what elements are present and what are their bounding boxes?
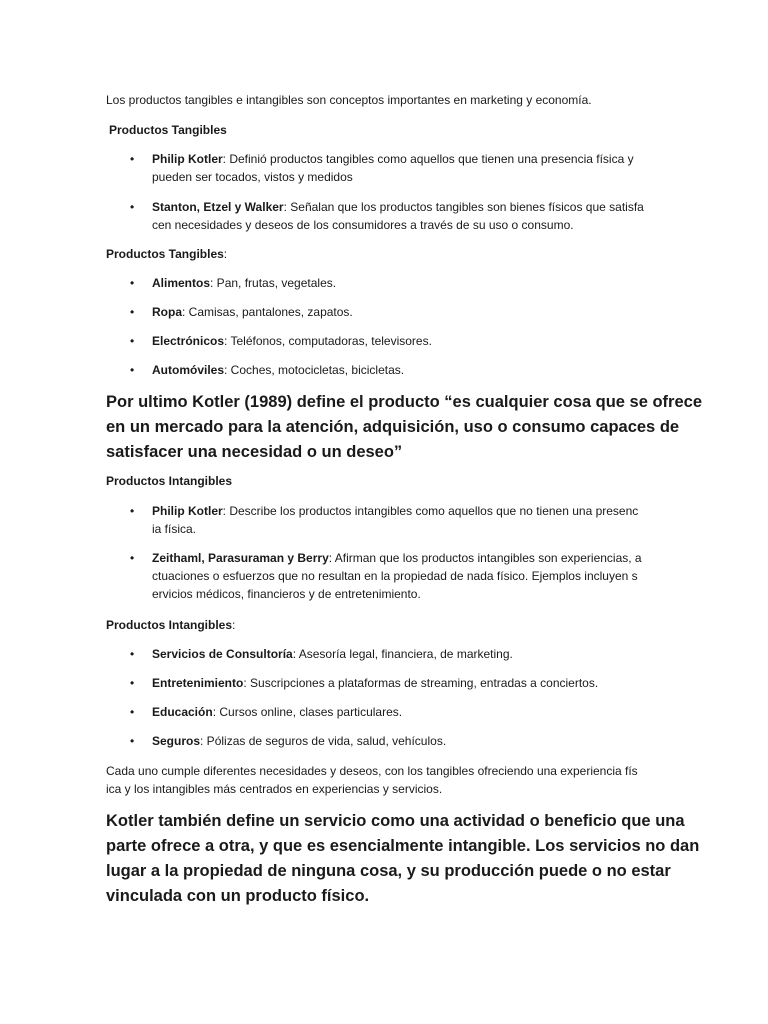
item-text: : Afirman que los productos intangibles son experiencias, a (328, 551, 642, 565)
item-term: Philip Kotler (152, 152, 223, 166)
item-term: Philip Kotler (152, 504, 223, 518)
closing-line: parte ofrece a otra, y que es esencialmente intangible. Los servicios no dan (106, 837, 700, 855)
bullet-icon: • (130, 647, 135, 661)
heading-colon: : (223, 247, 228, 261)
bullet-icon: • (130, 152, 135, 166)
bullet-icon: • (130, 276, 135, 290)
list-item (130, 549, 642, 603)
kotler-quote (106, 390, 702, 465)
item-term: Zeithaml, Parasuraman y Berry (152, 551, 329, 565)
item-text: : Señalan que los productos tangibles son bienes físicos que satisfa (283, 200, 644, 214)
heading-text: Productos Tangibles (106, 247, 224, 261)
bullet-icon: • (130, 705, 135, 719)
item-text: : Pan, frutas, vegetales. (210, 276, 337, 290)
list-item (130, 332, 432, 350)
item-term: Ropa (152, 305, 182, 319)
quote-line: en un mercado para la atención, adquisición, uso o consumo capaces de (106, 418, 680, 436)
bullet-icon: • (130, 504, 135, 518)
list-item (130, 645, 513, 663)
item-text-continued: pueden ser tocados, vistos y medidos (152, 170, 353, 184)
bullet-icon: • (130, 676, 135, 690)
section-heading-tangibles-examples (106, 245, 227, 263)
item-text-continued: cen necesidades y deseos de los consumidores a través de su uso o consumo. (152, 218, 574, 232)
item-text: : Asesoría legal, financiera, de marketing. (292, 647, 513, 661)
summary-line: Cada uno cumple diferentes necesidades y deseos, con los tangibles ofreciendo una experiencia fís (106, 764, 638, 778)
item-text-continued: ervicios médicos, financieros y de entretenimiento. (152, 587, 421, 601)
bullet-icon: • (130, 734, 135, 748)
list-item (130, 150, 634, 186)
list-item (130, 732, 447, 750)
item-term: Stanton, Etzel y Walker (152, 200, 284, 214)
bullet-icon: • (130, 551, 135, 565)
closing-line: lugar a la propiedad de ninguna cosa, y su producción puede o no estar (106, 862, 671, 880)
summary-line: ica y los intangibles más centrados en experiencias y servicios. (106, 782, 443, 796)
item-text: : Describe los productos intangibles como aquellos que no tienen una presenc (222, 504, 639, 518)
item-text: : Definió productos tangibles como aquellos que tienen una presencia física y (222, 152, 634, 166)
item-text-continued: ctuaciones o esfuerzos que no resultan en la propiedad de nada físico. Ejemplos incluyen s (152, 569, 638, 583)
list-item (130, 674, 599, 692)
item-text-continued: ia física. (152, 522, 197, 536)
list-item (130, 303, 353, 321)
closing-paragraph (106, 809, 699, 909)
intro-paragraph: Los productos tangibles e intangibles son conceptos importantes en marketing y economía. (106, 93, 592, 107)
item-term: Alimentos (152, 276, 211, 290)
section-heading-intangibles: Productos Intangibles (106, 474, 233, 488)
quote-line: satisfacer una necesidad o un deseo” (106, 443, 403, 461)
quote-line: Por ultimo Kotler (1989) define el producto “es cualquier cosa que se ofrece (106, 393, 702, 411)
item-text: : Pólizas de seguros de vida, salud, vehículos. (200, 734, 447, 748)
heading-colon: : (232, 618, 236, 632)
bullet-icon: • (130, 305, 135, 319)
item-text: : Coches, motocicletas, bicicletas. (224, 363, 405, 377)
item-term: Automóviles (152, 363, 225, 377)
list-item (130, 502, 639, 538)
item-text: : Cursos online, clases particulares. (212, 705, 403, 719)
item-term: Educación (152, 705, 213, 719)
section-heading-tangibles: Productos Tangibles (109, 123, 227, 137)
list-item (130, 274, 337, 292)
list-item (130, 198, 644, 234)
item-text: : Suscripciones a plataformas de streaming, entradas a conciertos. (243, 676, 599, 690)
item-term: Seguros (152, 734, 201, 748)
item-term: Entretenimiento (152, 676, 244, 690)
closing-line: Kotler también define un servicio como una actividad o beneficio que una (106, 812, 685, 830)
bullet-icon: • (130, 363, 135, 377)
closing-line: vinculada con un producto físico. (106, 887, 370, 905)
summary-paragraph (106, 762, 638, 798)
bullet-icon: • (130, 334, 135, 348)
list-item (130, 703, 403, 721)
item-term: Electrónicos (152, 334, 225, 348)
item-term: Servicios de Consultoría (152, 647, 293, 661)
section-heading-intangibles-examples (106, 616, 235, 634)
item-text: : Camisas, pantalones, zapatos. (182, 305, 353, 319)
bullet-icon: • (130, 200, 135, 214)
list-item (130, 361, 405, 379)
item-text: : Teléfonos, computadoras, televisores. (224, 334, 432, 348)
heading-text: Productos Intangibles (106, 618, 233, 632)
